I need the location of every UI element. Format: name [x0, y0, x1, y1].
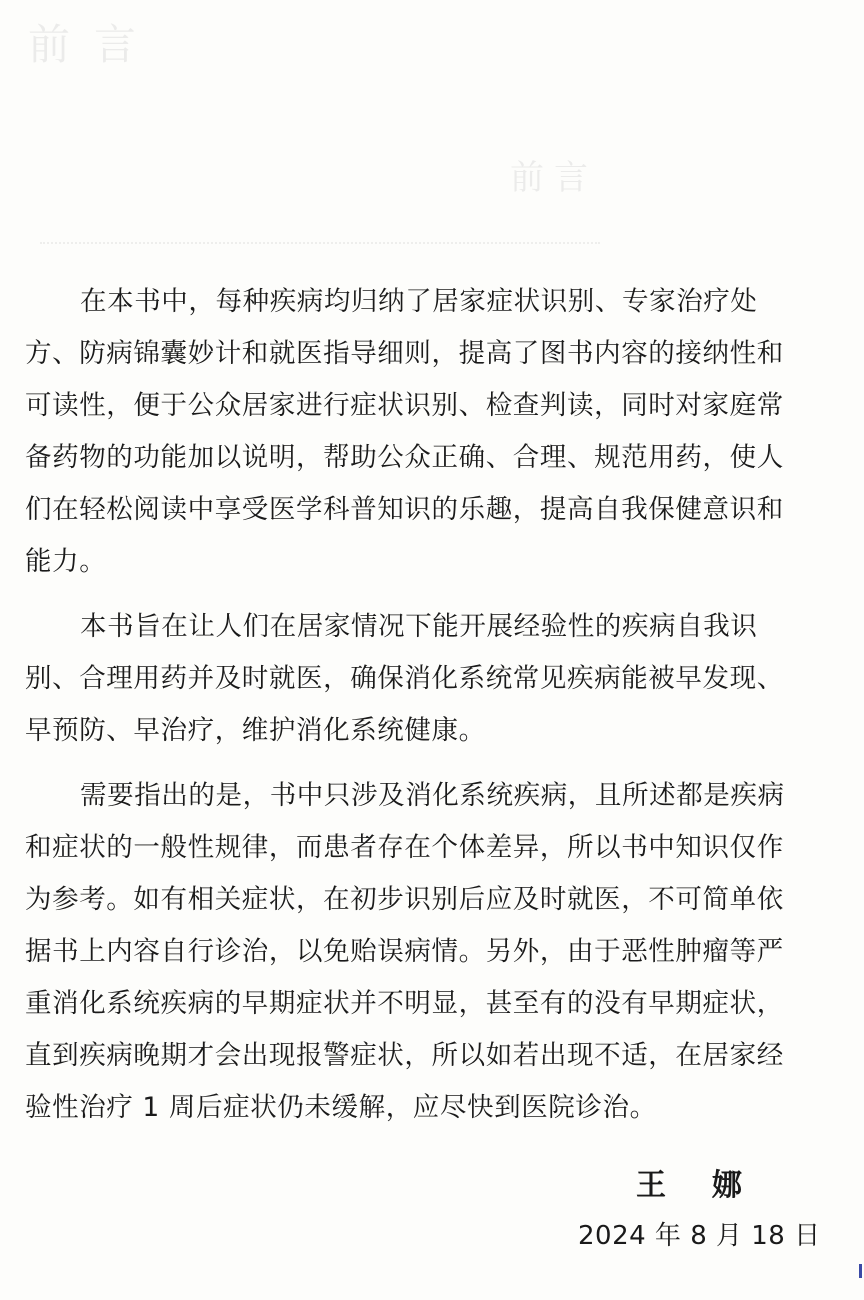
page-edge-mark: [859, 1264, 862, 1278]
paragraph-1-line: 能力。: [25, 546, 107, 577]
paragraph-3-line: 据书上内容自行诊治，以免贻误病情。另外，由于恶性肿瘤等严: [25, 936, 784, 967]
paragraph-2: [25, 601, 840, 757]
paragraph-2-line: 本书旨在让人们在居家情况下能开展经验性的疾病自我识: [80, 611, 758, 642]
author-signature: 王娜: [636, 1168, 788, 1203]
paragraph-2-line: 别、合理用药并及时就医，确保消化系统常见疾病能被早发现、: [25, 663, 784, 694]
faint-show-through-line: [40, 242, 600, 252]
paragraph-3-line: 需要指出的是，书中只涉及消化系统疾病，且所述都是疾病: [80, 780, 785, 811]
paragraph-1: [25, 276, 840, 588]
paragraph-2-line: 早预防、早治疗，维护消化系统健康。: [25, 715, 486, 746]
faint-show-through-text: 前言: [510, 158, 598, 198]
paragraph-1-line: 备药物的功能加以说明，帮助公众正确、合理、规范用药，使人: [25, 442, 784, 473]
preface-body: [25, 276, 840, 1147]
paragraph-1-line: 们在轻松阅读中享受医学科普知识的乐趣，提高自我保健意识和: [25, 494, 784, 525]
paragraph-3-line: 和症状的一般性规律，而患者存在个体差异，所以书中知识仅作: [25, 832, 784, 863]
paragraph-3: [25, 770, 840, 1134]
signature-date: 2024 年 8 月 18 日: [578, 1221, 821, 1251]
paragraph-3-line: 验性治疗 1 周后症状仍未缓解，应尽快到医院诊治。: [25, 1092, 657, 1123]
paragraph-3-line: 重消化系统疾病的早期症状并不明显，甚至有的没有早期症状，: [25, 988, 784, 1019]
paragraph-3-line: 为参考。如有相关症状，在初步识别后应及时就医，不可简单依: [25, 884, 784, 915]
faint-show-through-heading: 前言: [28, 20, 161, 69]
paragraph-1-line: 方、防病锦囊妙计和就医指导细则，提高了图书内容的接纳性和: [25, 338, 784, 369]
paragraph-1-line: 在本书中，每种疾病均归纳了居家症状识别、专家治疗处: [80, 286, 758, 317]
paragraph-1-line: 可读性，便于公众居家进行症状识别、检查判读，同时对家庭常: [25, 390, 784, 421]
paragraph-3-line: 直到疾病晚期才会出现报警症状，所以如若出现不适，在居家经: [25, 1040, 784, 1071]
